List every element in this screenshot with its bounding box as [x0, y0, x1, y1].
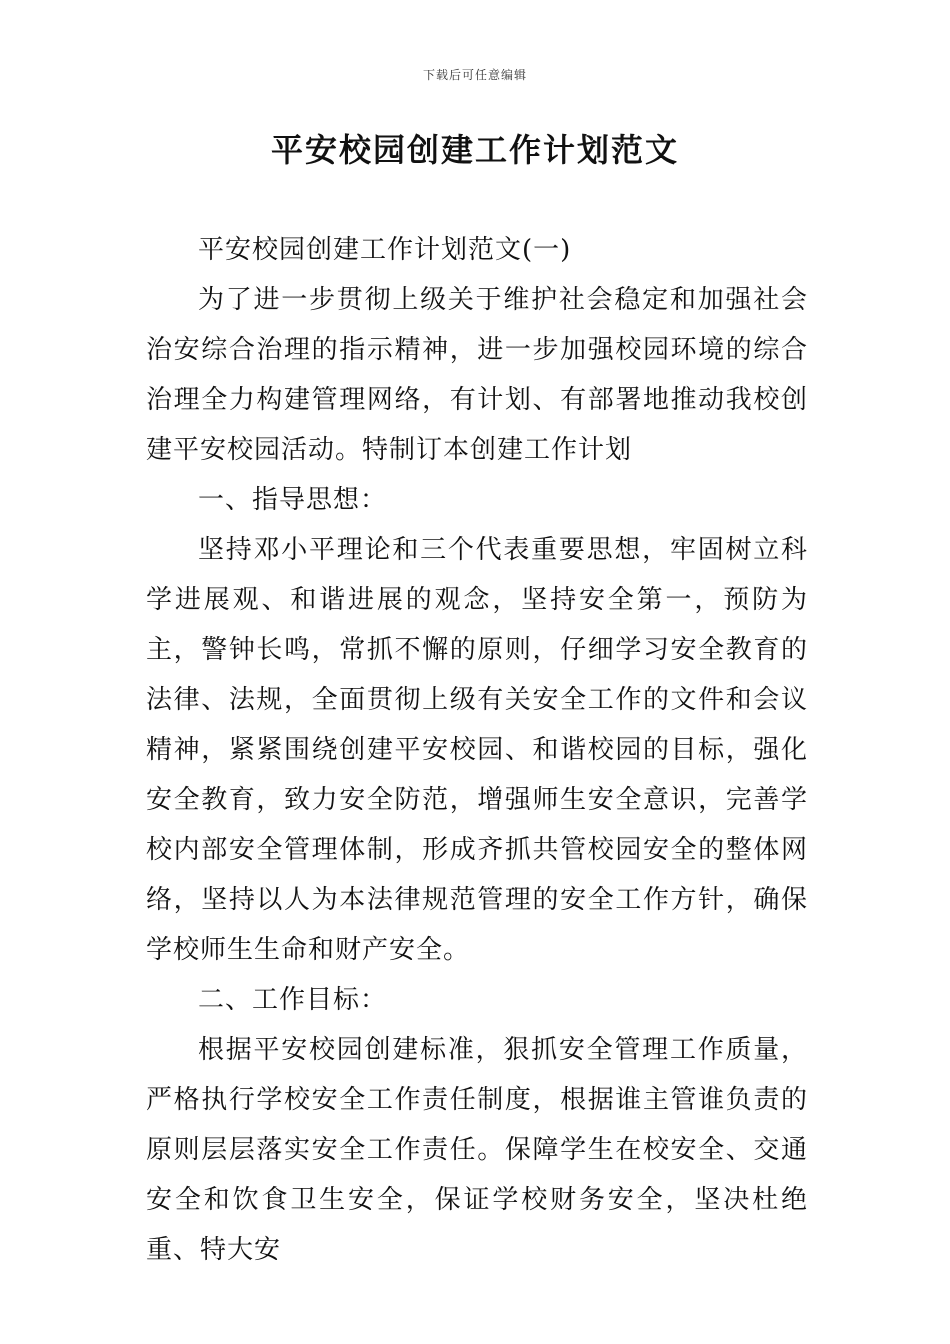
header-note: 下载后可任意编辑 — [422, 68, 527, 82]
document-title: 平安校园创建工作计划范文 — [270, 131, 679, 169]
intro-paragraph: 为了进一步贯彻上级关于维护社会稳定和加强社会治安综合治理的指示精神，进一步加强校园环境的综合治理全力构建管理网络，有计划、有部署地推动我校创建平安校园活动。特制订本创建工作计划 — [146, 285, 808, 465]
work-goals-paragraph: 根据平安校园创建标准，狠抓安全管理工作质量，严格执行学校安全工作责任制度，根据谁主管谁负责的原则层层落实安全工作责任。保障学生在校安全、交通安全和饮食卫生安全，保证学校财务安全，坚决杜绝重、特大安 — [146, 1035, 808, 1265]
section-heading-work-goals: 二、工作目标： — [198, 985, 388, 1015]
section-heading-guiding-ideology: 一、指导思想： — [198, 485, 388, 515]
document-body — [146, 225, 808, 1275]
subtitle-paragraph: 平安校园创建工作计划范文(一) — [198, 235, 572, 265]
guiding-ideology-paragraph: 坚持邓小平理论和三个代表重要思想，牢固树立科学进展观、和谐进展的观念，坚持安全第一，预防为主，警钟长鸣，常抓不懈的原则，仔细学习安全教育的法律、法规，全面贯彻上级有关安全工作的文件和会议精神，紧紧围绕创建平安校园、和谐校园的目标，强化安全教育，致力安全防范，增强师生安全意识，完善学校内部安全管理体制，形成齐抓共管校园安全的整体网络，坚持以人为本法律规范管理的安全工作方针，确保学校师生生命和财产安全。 — [146, 535, 808, 965]
